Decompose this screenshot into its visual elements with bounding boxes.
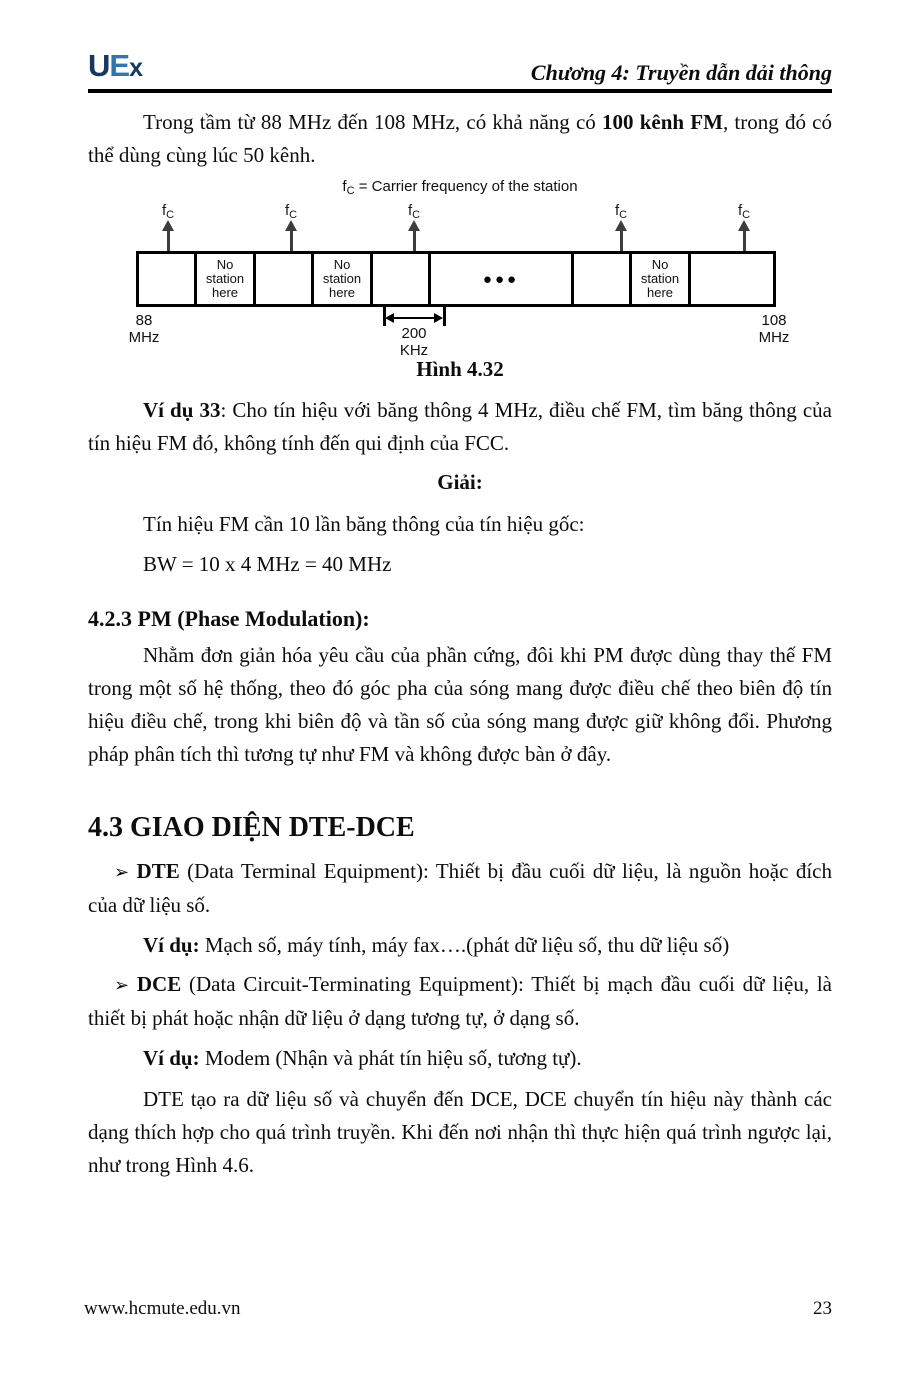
no-station-label: No station here — [205, 257, 245, 300]
fc-label — [404, 202, 424, 220]
example-33-paragraph — [88, 394, 832, 460]
example-33-text: : Cho tín hiệu với băng thông 4 MHz, điều chế FM, tìm băng thông của tín hiệu FM đó, không tính đến qui định của FCC. — [88, 398, 832, 455]
dte-text: (Data Terminal Equipment): Thiết bị đầu cuối dữ liệu, là nguồn hoặc đích của dữ liệu số. — [88, 859, 833, 917]
solution-heading: Giải: — [437, 470, 483, 494]
logo-letter-x: x — [129, 54, 142, 82]
dce-example-text: Modem (Nhận và phát tín hiệu số, tương tự). — [199, 1046, 582, 1070]
closing-paragraph: DTE tạo ra dữ liệu số và chuyển đến DCE, DCE chuyển tín hiệu này thành các dạng thích hợp cho quá trình truyền. Khi đến nơi nhận thì thực hiện quá trình ngược lại, như trong Hình 4.6. — [88, 1087, 832, 1177]
dte-example-label: Ví dụ: — [143, 933, 200, 957]
band-cell-station — [256, 254, 314, 304]
bandwidth-double-arrow-icon — [385, 313, 443, 323]
section-4-2-3-heading: 4.2.3 PM (Phase Modulation): — [88, 606, 370, 631]
dte-definition-paragraph — [88, 855, 832, 922]
utex-logo — [88, 48, 142, 86]
fc-sub: C — [289, 209, 298, 221]
fc-main: f — [614, 202, 620, 219]
fc-sub: C — [742, 209, 751, 221]
bandwidth-tick-right — [443, 307, 446, 326]
fc-main: f — [284, 202, 290, 219]
fc-main: f — [161, 202, 167, 219]
dce-example-label: Ví dụ: — [143, 1046, 200, 1070]
ellipsis-dots: ●●● — [482, 270, 520, 288]
fc-sub: C — [412, 209, 421, 221]
dte-term: DTE — [136, 859, 180, 883]
fc-sub: C — [166, 209, 175, 221]
solution-line-2: BW = 10 x 4 MHz = 40 MHz — [143, 552, 392, 576]
arrow-up-icon — [408, 220, 420, 231]
frequency-band — [136, 251, 776, 307]
band-cell-station — [574, 254, 632, 304]
logo-letter-e: E — [109, 48, 130, 83]
legend-fc-main: f — [342, 178, 347, 195]
fc-label — [158, 202, 178, 220]
band-cell-ellipsis — [431, 254, 574, 304]
fc-label — [611, 202, 631, 220]
band-cell-no-station — [632, 254, 691, 304]
legend-fc-sub: C — [346, 185, 355, 197]
arrow-up-icon — [162, 220, 174, 231]
page-footer — [84, 1298, 832, 1320]
section-4-2-3-body: Nhằm đơn giản hóa yêu cầu của phần cứng, đôi khi PM được dùng thay thế FM trong một số hệ thống, theo đó góc pha của sóng mang được điều chế theo biên độ tín hiệu điều chế, trong khi biên độ và tần số của sóng mang được giữ không đổi. Phương pháp phân tích thì tương tự như FM và không được bàn ở đây. — [88, 643, 832, 766]
freq-label-88mhz — [116, 312, 172, 346]
dte-example-text: Mạch số, máy tính, máy fax….(phát dữ liệu số, thu dữ liệu số) — [199, 933, 730, 957]
chapter-title: Chương 4: Truyền dẫn dải thông — [530, 60, 832, 85]
arrow-up-icon — [738, 220, 750, 231]
figure-legend — [88, 178, 832, 197]
arrow-bullet-icon: ➢ — [114, 862, 130, 883]
arrow-up-icon — [615, 220, 627, 231]
band-cell-station — [373, 254, 431, 304]
fc-main: f — [737, 202, 743, 219]
band-cell-station — [139, 254, 197, 304]
figure-4-32 — [88, 176, 832, 359]
fc-label — [734, 202, 754, 220]
footer-url: www.hcmute.edu.vn — [84, 1298, 241, 1319]
figure-caption: Hình 4.32 — [416, 357, 504, 381]
dce-term: DCE — [136, 972, 182, 996]
fc-sub: C — [619, 209, 628, 221]
dce-definition-paragraph — [88, 968, 832, 1035]
dce-text: (Data Circuit-Terminating Equipment): Thiết bị mạch đầu cuối dữ liệu, là thiết bị phát hoặc nhận dữ liệu ở dạng tương tự, ở dạng số. — [88, 972, 832, 1030]
band-cell-station — [691, 254, 749, 304]
band-cell-no-station — [197, 254, 256, 304]
no-station-label: No station here — [322, 257, 362, 300]
freq-unit: MHz — [128, 329, 160, 346]
fc-main: f — [407, 202, 413, 219]
logo-letter-u: U — [88, 48, 110, 83]
bandwidth-unit: KHz — [399, 342, 429, 359]
bandwidth-value: 200 — [401, 325, 427, 342]
arrow-up-icon — [285, 220, 297, 231]
dte-example-paragraph — [88, 929, 832, 962]
page-header — [88, 48, 832, 93]
page-number: 23 — [813, 1298, 832, 1319]
freq-label-108mhz — [738, 312, 810, 346]
intro-text-pre: Trong tầm từ 88 MHz đến 108 MHz, có khả năng có — [143, 110, 603, 134]
freq-value: 88 — [135, 312, 153, 329]
fc-label — [281, 202, 301, 220]
freq-unit: MHz — [758, 329, 790, 346]
no-station-label: No station here — [640, 257, 680, 300]
section-4-3-heading: 4.3 GIAO DIỆN DTE-DCE — [88, 812, 415, 843]
intro-text-bold: 100 kênh FM — [602, 110, 723, 134]
arrow-bullet-icon: ➢ — [114, 975, 130, 996]
band-cell-no-station — [314, 254, 373, 304]
freq-value: 108 — [761, 312, 787, 329]
solution-line-1: Tín hiệu FM cần 10 lần băng thông của tín hiệu gốc: — [143, 512, 585, 536]
dce-example-paragraph — [88, 1042, 832, 1075]
legend-text: = Carrier frequency of the station — [354, 178, 578, 195]
intro-paragraph — [88, 106, 832, 172]
example-33-label: Ví dụ 33 — [143, 398, 221, 422]
intro-text-post: , trong đó có thể dùng cùng lúc 50 kênh. — [88, 110, 832, 167]
